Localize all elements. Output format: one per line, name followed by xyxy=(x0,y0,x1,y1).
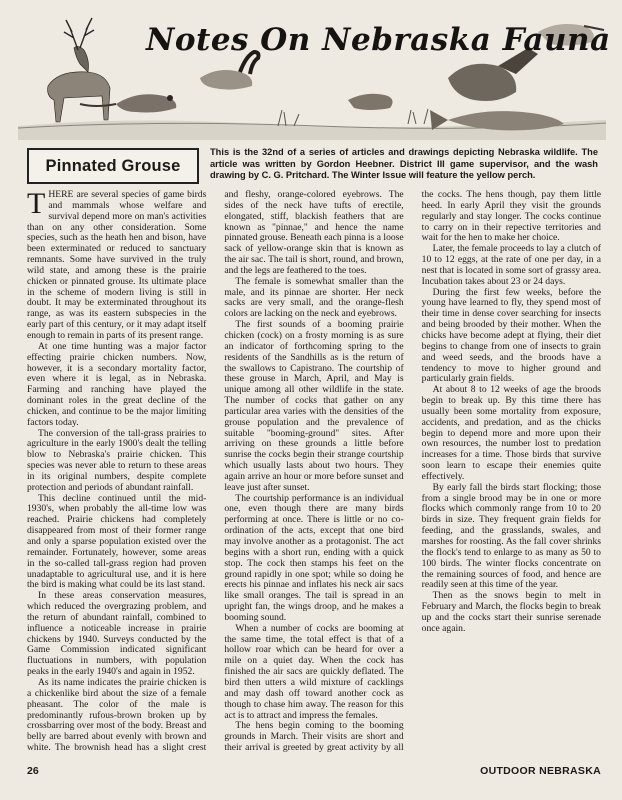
magazine-name: OUTDOOR NEBRASKA xyxy=(480,765,601,777)
body-paragraph: When a number of cocks are booming at the same time, the total effect is that of a hollow roar which can be heard for over a mile on a quiet day. When the cock has finished the air sacs are quickly deflated. The bird then utters a wild mixture of cacklings and may dash off toward another cock as though to chase him away. The reason for this act is to attract and impress the females. xyxy=(224,622,404,721)
page-number: 26 xyxy=(27,765,39,777)
article-intro: This is the 32nd of a series of articles and drawings depicting Nebraska wildlife. The article was written by Gordon Heebner. District III game supervisor, and the wash drawing by C. G. Pritchard. The Winter Issue will feature the yellow perch. xyxy=(210,147,598,181)
masthead-title: Notes On Nebraska Fauna xyxy=(146,22,611,58)
body-paragraph: In these areas conservation measures, which reduced the overgrazing problem, and the return of abundant rainfall, combined to influence a noticeable increase in prairie chickens by 1940. Surveys conducted by the Game Commission indicated significant fluctuations in numbers, with population peaks in the early 1940's and again in 1952. xyxy=(27,590,207,678)
duck-drawing xyxy=(348,94,393,110)
body-paragraph: This decline continued until the mid-1930's, when probably the all-time low was reached. Prairie chickens had completely disappeared from most of their former range and only a sparse population existed over the remainder. Fortunately, however, some areas in the so-called tall-grass region had proven unadaptable to agricultural use, and it is here the bird is making what could be its last stand. xyxy=(27,492,207,591)
body-paragraph: During the first few weeks, before the young have learned to fly, they spend most of their time in dense cover searching for insects and being brooded by their mother. When the chicks have become adept at flying, their diet begins to change from one of insects to grain and weed seeds, and the broods have a tendency to move to higher ground and particularly grain fields. xyxy=(421,286,601,385)
body-paragraph: THERE are several species of game birds and mammals whose welfare and survival depend more on man's activities than on any other consideration. Some species, such as the heath hen and bison, have been exterminated or reduced to sanctuary remnants. Some have survived in the truly wild state, and among these is the prairie chicken or pinnated grouse. Its ultimate place in the scheme of modern living is still in doubt. It may be exterminated throughout its range, as was its eastern subspecies in the early part of this century, or it may adapt itself enough to remain in parts of its present range. xyxy=(27,187,207,341)
body-paragraph: By early fall the birds start flocking; those from a single brood may be in one or more flocks which commonly range from 10 to 20 birds in size. They frequent grain fields for feeding, and the grasslands, swales, and marshes for roosting. As the fall cover shrinks the flock's tend to enlarge to as many as 50 to 100 birds. The winter flocks concentrate on the remaining sources of food, and hence are readily seen at this time of the year. xyxy=(421,481,601,591)
body-paragraph: At about 8 to 12 weeks of age the broods begin to break up. By this time there has usually been some mortality from exposure, accidents, and predation, and as the chicks begin to depend more and more upon their own resources, the number lost to predation increases for a time. Those birds that survive soon learn to escape their enemies quite effectively. xyxy=(421,384,601,482)
body-paragraph: The conversion of the tall-grass prairies to agriculture in the early 1900's dealt the telling blow to Nebraska's prairie chicken. This species was never able to return to these areas in its original numbers, despite complete protection and periods of abundant rainfall. xyxy=(27,427,207,493)
body-paragraph: As its name indicates the prairie chicken is a chickenlike bird about the size of a female pheasant. The color of the male is predominantly rufous-brown broken up by crossbarring over most of the body. Breast and belly are barred about evenly with brown and white. The brownish head has a slight crest and fleshy, orange-colored eyebrows. The sides of the neck have tufts of erectile, elongated, stiff, blackish feathers that are known as "pinnae," and hence the name pinnated grouse. Beneath each pinna is a loose sack of yellow-orange skin that is known as the air sac. The tail is short, round, and brown, and the legs are feathered to the toes. xyxy=(27,189,404,754)
article-title: Pinnated Grouse xyxy=(45,156,181,175)
body-paragraph: At one time hunting was a major factor effecting prairie chicken numbers. Now, however, it is a secondary mortality factor, even where it is legal, as in Nebraska. Farming and ranching have played the dominant roles in the great decline of the chicken, and continue to be the major limiting factors today. xyxy=(27,340,207,428)
article-title-box xyxy=(27,148,199,184)
pheasant-drawing xyxy=(80,94,176,112)
body-paragraph: Later, the female proceeds to lay a clutch of 10 to 12 eggs, at the rate of one per day, in a nest that is located in some sort of grassy area. Incubation takes about 23 or 24 days. xyxy=(421,243,601,287)
body-paragraph: The female is somewhat smaller than the male, and its pinnae are shorter. Her neck sacks are very small, and the orange-flesh colors are lacking on the neck and eyebrows. xyxy=(224,275,404,320)
page-footer xyxy=(27,765,601,781)
masthead-illustration xyxy=(18,8,611,140)
body-paragraph: Then as the snows begin to melt in February and March, the flocks begin to break up and the cocks start their sunrise serenade once again. xyxy=(421,590,601,634)
body-paragraph: The first sounds of a booming prairie chicken (cock) on a frosty morning is as sure an indicator of forthcoming spring to the residents of the Sandhills as is the return of the swallows to Capistrano. The courtship of these grouse in March, April, and May is unique among all other wildlife in the state. The number of cocks that gather on any particular area varies with the densities of the grouse population and the prevalence of suitable "booming-ground" sites. After arriving on these grounds a little before sunrise the cocks begin their strange courtship which usually lasts about two hours. They again arrive an hour or more before sunset and leave just after sunset. xyxy=(224,319,404,493)
article-body xyxy=(27,187,601,758)
drop-cap: T xyxy=(27,187,46,220)
body-paragraph: The courtship performance is an individual one, even though there are many birds performing at once. There is little or no co-ordination of the acts, except that one bird may involve another as a protagonist. The act begins with a short run, ending with a quick stop. The cock then stamps his feet on the ground rapidly in one spot; while so doing he erects his pinnae and inflates his neck air sacs like small oranges. The tail is spread in an upright fan, the wings droop, and he makes a booming sound. xyxy=(224,492,404,623)
body-paragraph: The hens begin coming to the booming grounds in March. Their visits are short and their arrival is greeted by great activity by all the cocks. The hens though, pay them little heed. In early April they visit the grounds regularly and stay longer. The cocks continue to carry on in their repective territories and wait for the hen to make her choice. xyxy=(224,189,601,754)
